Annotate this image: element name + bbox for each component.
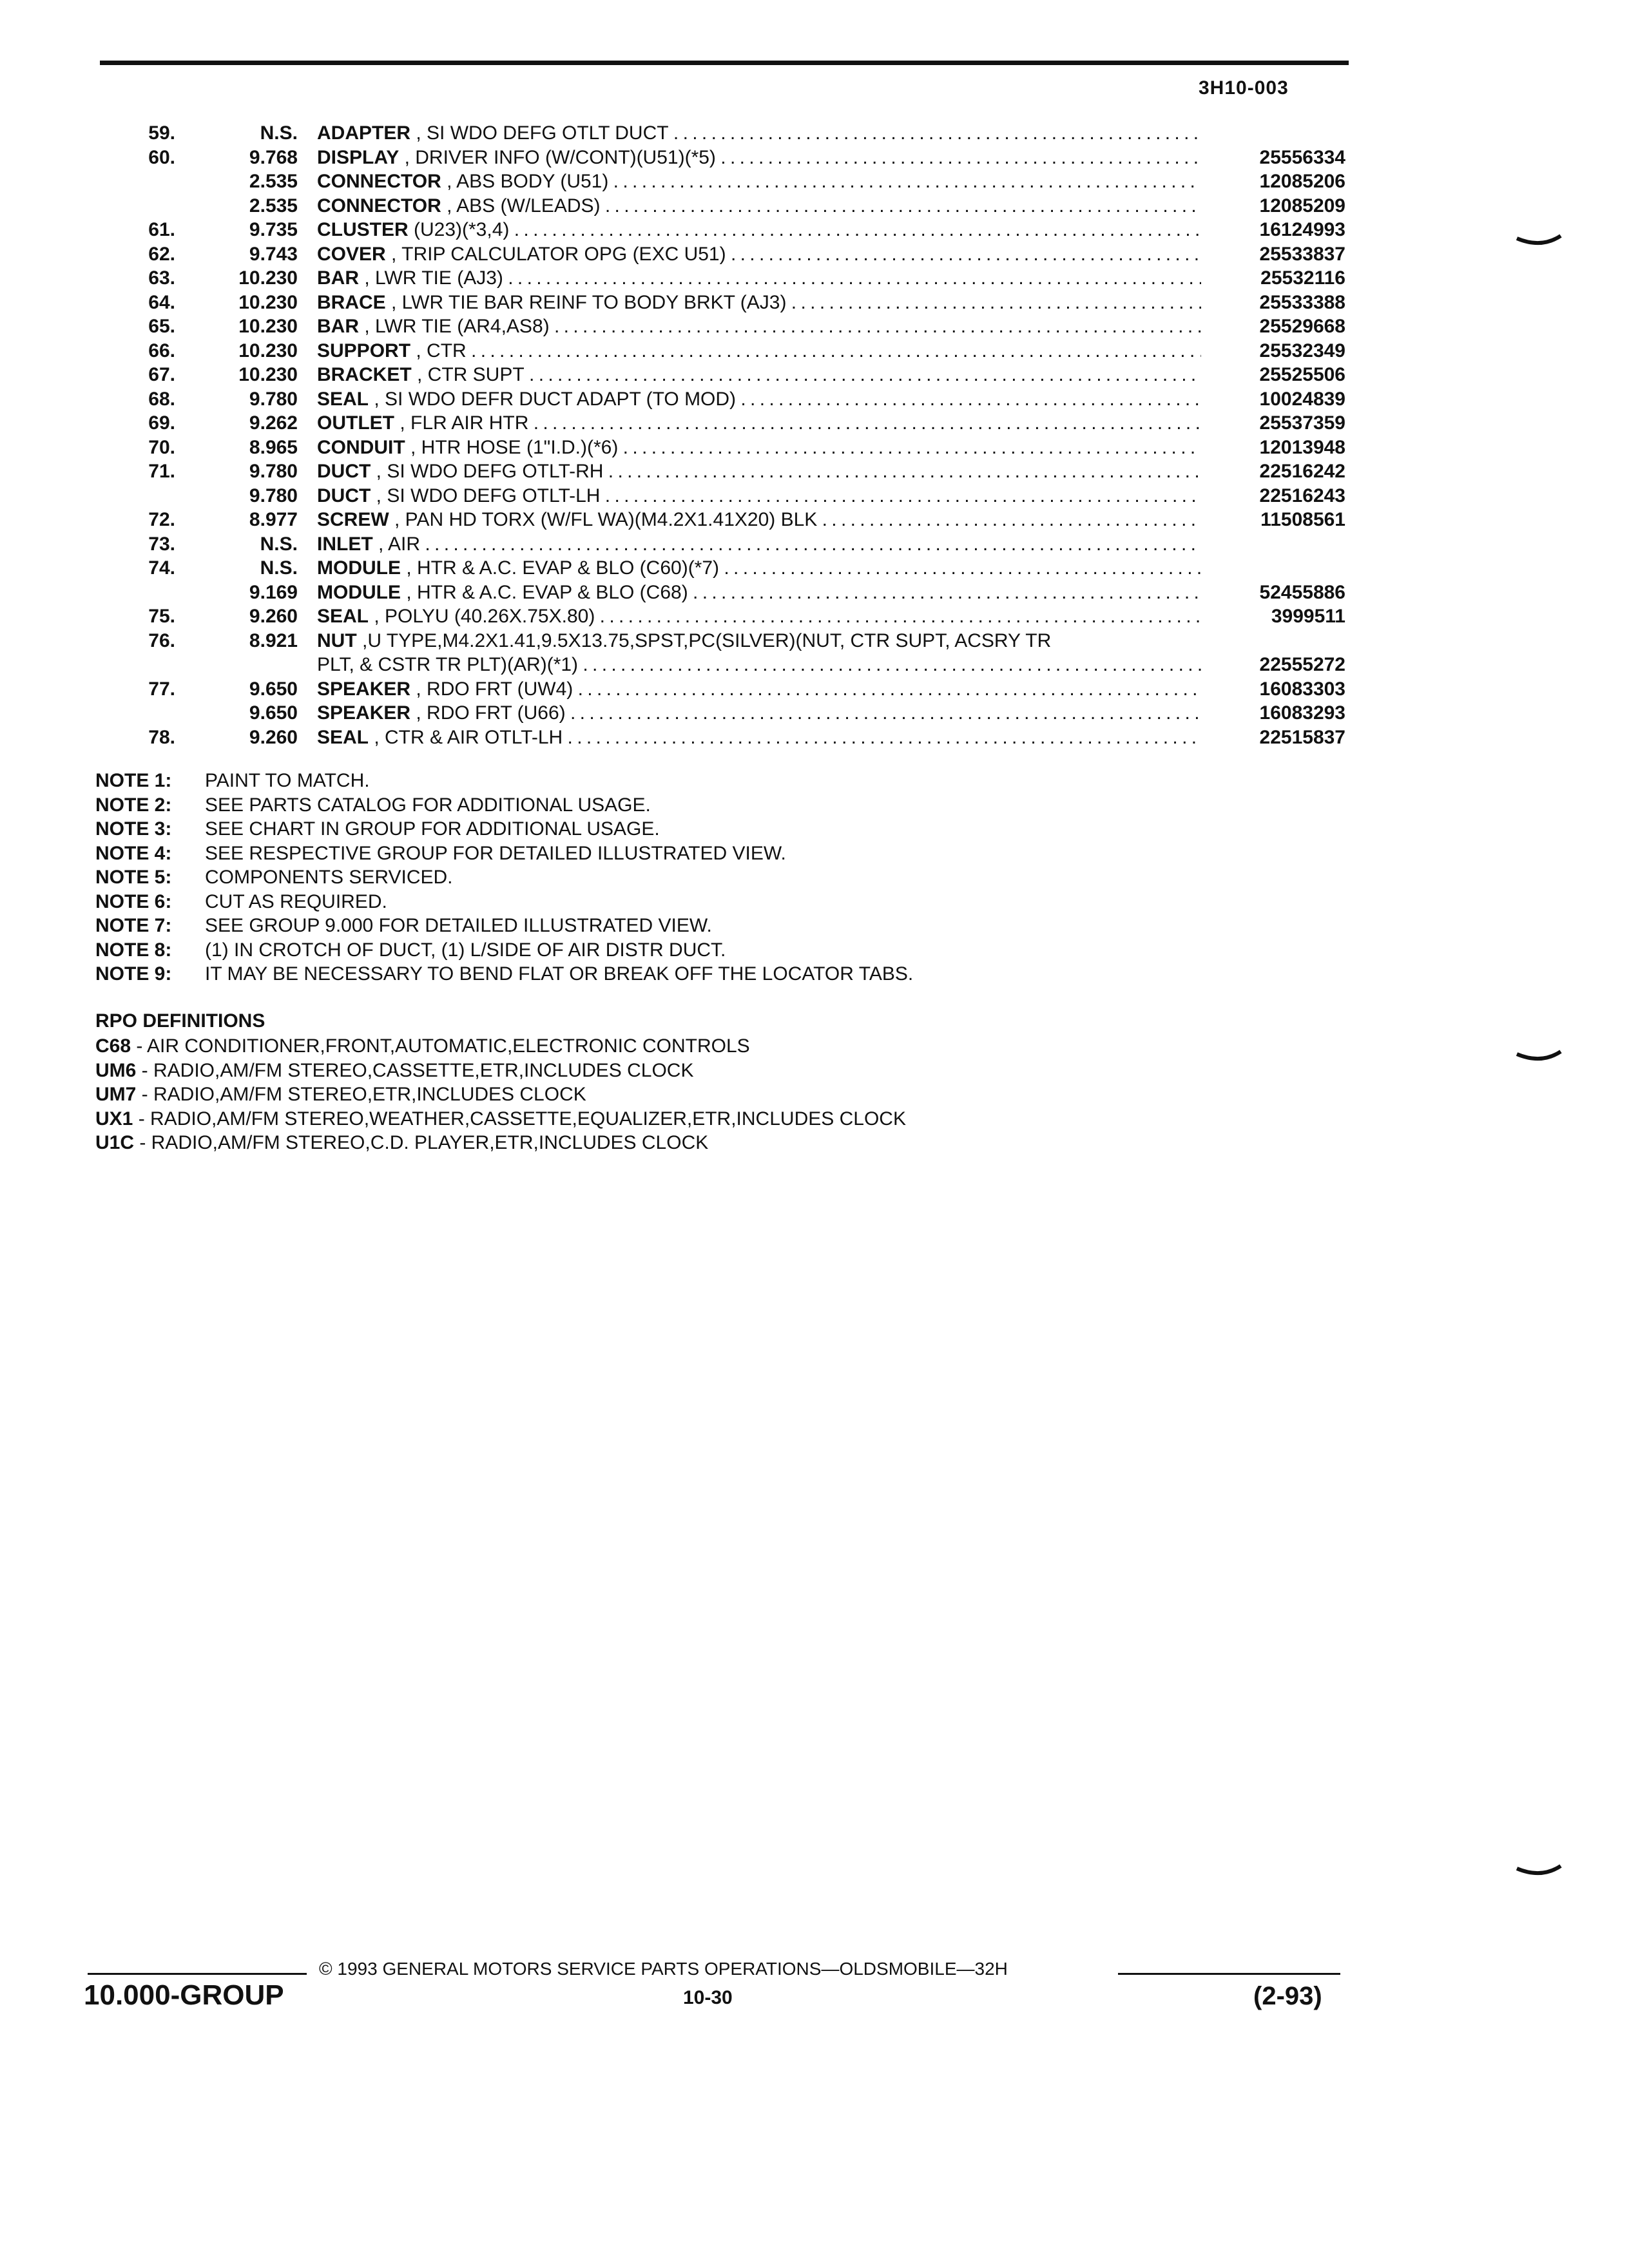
group-number: 9.650 xyxy=(249,702,298,724)
group-number: 8.977 xyxy=(249,509,298,530)
part-row xyxy=(0,387,1629,412)
part-detail: , PAN HD TORX (W/FL WA)(M4.2X1.41X20) BLK xyxy=(389,509,818,530)
part-number: 22516242 xyxy=(1259,461,1345,482)
part-row xyxy=(0,726,1629,750)
part-name: SUPPORT xyxy=(317,340,411,361)
part-description xyxy=(317,339,1201,363)
group-number: 10.230 xyxy=(238,291,298,313)
part-description xyxy=(317,677,1201,702)
part-name: MODULE xyxy=(317,557,401,579)
part-detail: , RDO FRT (UW4) xyxy=(410,678,574,700)
part-detail: , SI WDO DEFG OTLT-LH xyxy=(371,485,601,506)
rpo-code: C68 xyxy=(95,1035,131,1057)
part-number: 16083293 xyxy=(1259,702,1345,724)
part-description xyxy=(317,169,1201,194)
part-row xyxy=(0,484,1629,508)
part-row xyxy=(0,604,1629,629)
ref-number: 76. xyxy=(148,629,175,651)
part-name: CONNECTOR xyxy=(317,195,441,216)
part-number: 25556334 xyxy=(1259,146,1345,168)
part-row xyxy=(0,629,1629,653)
part-detail: , FLR AIR HTR xyxy=(394,412,529,434)
part-description xyxy=(317,653,1201,677)
footer-rule-left xyxy=(88,1973,307,1975)
part-detail: , RDO FRT (U66) xyxy=(410,702,566,724)
part-row xyxy=(0,169,1629,194)
note-label: NOTE 1: xyxy=(95,770,172,791)
group-number: 9.260 xyxy=(249,606,298,627)
part-detail: , HTR & A.C. EVAP & BLO (C60)(*7) xyxy=(401,557,720,579)
ref-number: 62. xyxy=(148,243,175,265)
group-number: N.S. xyxy=(260,533,298,555)
part-number: 12013948 xyxy=(1259,436,1345,458)
group-number: 2.535 xyxy=(249,171,298,192)
note-label: NOTE 6: xyxy=(95,890,172,912)
part-number: 25525506 xyxy=(1259,364,1345,385)
part-name: NUT xyxy=(317,629,357,651)
part-name: SEAL xyxy=(317,388,369,410)
part-number: 25532116 xyxy=(1260,267,1345,289)
ref-number: 68. xyxy=(148,388,175,410)
group-number: 9.780 xyxy=(249,461,298,482)
ref-number: 61. xyxy=(148,219,175,240)
note-text: SEE GROUP 9.000 FOR DETAILED ILLUSTRATED VIEW. xyxy=(205,915,712,936)
group-number: 9.260 xyxy=(249,726,298,748)
footer-group: 10.000-GROUP xyxy=(84,1979,284,2011)
note-label: NOTE 4: xyxy=(95,842,172,864)
part-description xyxy=(317,484,1201,508)
part-row xyxy=(0,363,1629,387)
group-number: 9.768 xyxy=(249,146,298,168)
note-item xyxy=(95,890,913,914)
part-number: 16124993 xyxy=(1259,219,1345,240)
part-description xyxy=(317,121,1201,146)
part-row xyxy=(0,532,1629,557)
group-number: 9.743 xyxy=(249,243,298,265)
part-name: SPEAKER xyxy=(317,702,411,724)
top-rule xyxy=(100,61,1349,65)
footer-rule-right xyxy=(1118,1973,1340,1975)
part-name: BAR xyxy=(317,316,359,337)
part-row xyxy=(0,218,1629,242)
part-row xyxy=(0,266,1629,291)
part-row xyxy=(0,508,1629,532)
page-number: 10-30 xyxy=(683,1987,733,2008)
note-item xyxy=(95,793,913,818)
group-number: 9.169 xyxy=(249,581,298,603)
rpo-code: U1C xyxy=(95,1132,135,1153)
part-name: CLUSTER xyxy=(317,219,409,240)
ref-number: 69. xyxy=(148,412,175,434)
note-label: NOTE 2: xyxy=(95,794,172,816)
part-detail: PLT, & CSTR TR PLT)(AR)(*1) xyxy=(317,654,579,675)
footer-copyright: © 1993 GENERAL MOTORS SERVICE PARTS OPERATIONS—OLDSMOBILE—32H xyxy=(319,1959,1008,1979)
note-text: SEE PARTS CATALOG FOR ADDITIONAL USAGE. xyxy=(205,794,651,816)
part-detail: , POLYU (40.26X.75X.80) xyxy=(369,606,595,627)
binder-mark-icon xyxy=(1516,1049,1562,1068)
rpo-title: RPO DEFINITIONS xyxy=(95,1010,265,1032)
ref-number: 65. xyxy=(148,316,175,337)
part-name: BAR xyxy=(317,267,359,289)
part-row xyxy=(0,411,1629,436)
part-detail: , CTR & AIR OTLT-LH xyxy=(369,726,563,748)
part-row xyxy=(0,291,1629,315)
part-number: 52455886 xyxy=(1259,581,1345,603)
part-detail: , HTR HOSE (1"I.D.)(*6) xyxy=(405,436,619,458)
part-row xyxy=(0,194,1629,218)
part-row xyxy=(0,121,1629,146)
ref-number: 71. xyxy=(148,461,175,482)
part-number: 22515837 xyxy=(1259,726,1345,748)
rpo-item xyxy=(95,1034,906,1059)
part-detail: , HTR & A.C. EVAP & BLO (C68) xyxy=(401,581,688,603)
part-detail: , CTR xyxy=(410,340,467,361)
document-code: 3H10-003 xyxy=(1199,77,1289,99)
part-row xyxy=(0,146,1629,170)
group-number: 10.230 xyxy=(238,340,298,361)
part-description xyxy=(317,363,1201,387)
part-detail: , LWR TIE BAR REINF TO BODY BRKT (AJ3) xyxy=(385,291,787,313)
note-label: NOTE 5: xyxy=(95,867,172,888)
part-name: BRACKET xyxy=(317,364,412,385)
ref-number: 67. xyxy=(148,364,175,385)
part-detail: , TRIP CALCULATOR OPG (EXC U51) xyxy=(385,243,726,265)
ref-number: 66. xyxy=(148,340,175,361)
part-detail: , ABS BODY (U51) xyxy=(441,171,609,192)
ref-number: 78. xyxy=(148,726,175,748)
part-description xyxy=(317,314,1201,339)
part-description xyxy=(317,726,1201,750)
part-row xyxy=(0,339,1629,363)
part-name: CONDUIT xyxy=(317,436,405,458)
part-number: 3999511 xyxy=(1271,606,1345,627)
note-text: SEE CHART IN GROUP FOR ADDITIONAL USAGE. xyxy=(205,818,660,840)
rpo-text: - RADIO,AM/FM STEREO,WEATHER,CASSETTE,EQUALIZER,ETR,INCLUDES CLOCK xyxy=(133,1108,906,1129)
group-number: 9.262 xyxy=(249,412,298,434)
part-description xyxy=(317,387,1201,412)
group-number: 10.230 xyxy=(238,364,298,385)
part-name: SEAL xyxy=(317,606,369,627)
note-text: IT MAY BE NECESSARY TO BEND FLAT OR BREAK OFF THE LOCATOR TABS. xyxy=(205,963,914,985)
note-item xyxy=(95,865,913,890)
part-detail: , CTR SUPT xyxy=(411,364,525,385)
part-row xyxy=(0,459,1629,484)
group-number: 10.230 xyxy=(238,316,298,337)
rpo-item xyxy=(95,1059,906,1083)
part-row xyxy=(0,581,1629,605)
group-number: 2.535 xyxy=(249,195,298,216)
note-text: CUT AS REQUIRED. xyxy=(205,890,387,912)
part-number: 22516243 xyxy=(1259,485,1345,506)
rpo-definitions xyxy=(95,1008,906,1155)
rpo-code: UM6 xyxy=(95,1059,137,1081)
part-name: CONNECTOR xyxy=(317,171,441,192)
note-text: SEE RESPECTIVE GROUP FOR DETAILED ILLUSTRATED VIEW. xyxy=(205,842,786,864)
part-detail: , AIR xyxy=(372,533,421,555)
binder-mark-icon xyxy=(1516,233,1562,253)
part-name: ADAPTER xyxy=(317,122,411,144)
part-detail: , ABS (W/LEADS) xyxy=(441,195,601,216)
part-name: DUCT xyxy=(317,485,371,506)
part-description xyxy=(317,218,1201,242)
part-number: 11508561 xyxy=(1260,509,1345,530)
part-number: 10024839 xyxy=(1259,388,1345,410)
part-description xyxy=(317,604,1201,629)
part-number: 25529668 xyxy=(1259,316,1345,337)
part-name: DUCT xyxy=(317,461,371,482)
part-name: DISPLAY xyxy=(317,146,400,168)
group-number: 10.230 xyxy=(238,267,298,289)
rpo-code: UX1 xyxy=(95,1108,133,1129)
part-detail: , LWR TIE (AJ3) xyxy=(359,267,503,289)
part-description xyxy=(317,146,1201,170)
note-text: COMPONENTS SERVICED. xyxy=(205,867,453,888)
part-name: OUTLET xyxy=(317,412,394,434)
note-text: (1) IN CROTCH OF DUCT, (1) L/SIDE OF AIR DISTR DUCT. xyxy=(205,939,726,961)
part-description xyxy=(317,532,1201,557)
rpo-code: UM7 xyxy=(95,1084,137,1105)
note-label: NOTE 9: xyxy=(95,963,172,985)
ref-number: 70. xyxy=(148,436,175,458)
note-item xyxy=(95,914,913,938)
note-label: NOTE 7: xyxy=(95,915,172,936)
part-name: SPEAKER xyxy=(317,678,411,700)
part-detail: ,U TYPE,M4.2X1.41,9.5X13.75,SPST,PC(SILVER)(NUT, CTR SUPT, ACSRY TR xyxy=(356,629,1052,651)
part-row xyxy=(0,677,1629,702)
ref-number: 60. xyxy=(148,146,175,168)
part-number: 22555272 xyxy=(1259,654,1345,675)
notes-section xyxy=(95,769,913,986)
part-description xyxy=(317,291,1201,315)
group-number: 8.965 xyxy=(249,436,298,458)
rpo-text: - RADIO,AM/FM STEREO,CASSETTE,ETR,INCLUDES CLOCK xyxy=(136,1059,694,1081)
group-number: 9.650 xyxy=(249,678,298,700)
group-number: 9.780 xyxy=(249,388,298,410)
rpo-item xyxy=(95,1082,906,1107)
part-number: 25533837 xyxy=(1259,243,1345,265)
part-description xyxy=(317,459,1201,484)
note-label: NOTE 3: xyxy=(95,818,172,840)
part-number: 16083303 xyxy=(1259,678,1345,700)
part-description xyxy=(317,556,1201,581)
ref-number: 59. xyxy=(148,122,175,144)
part-detail: , DRIVER INFO (W/CONT)(U51)(*5) xyxy=(399,146,716,168)
rpo-text: - RADIO,AM/FM STEREO,C.D. PLAYER,ETR,INCLUDES CLOCK xyxy=(134,1132,709,1153)
note-label: NOTE 8: xyxy=(95,939,172,961)
ref-number: 64. xyxy=(148,291,175,313)
part-row xyxy=(0,314,1629,339)
part-detail: , SI WDO DEFR DUCT ADAPT (TO MOD) xyxy=(369,388,737,410)
part-row xyxy=(0,653,1629,677)
group-number: N.S. xyxy=(260,557,298,579)
part-detail: (U23)(*3,4) xyxy=(408,219,510,240)
part-name: BRACE xyxy=(317,291,386,313)
footer-date: (2-93) xyxy=(1253,1982,1322,2010)
part-name: MODULE xyxy=(317,581,401,603)
note-item xyxy=(95,769,913,793)
ref-number: 73. xyxy=(148,533,175,555)
note-text: PAINT TO MATCH. xyxy=(205,770,370,791)
part-name: INLET xyxy=(317,533,373,555)
part-detail: , SI WDO DEFG OTLT DUCT xyxy=(410,122,669,144)
part-name: COVER xyxy=(317,243,386,265)
ref-number: 63. xyxy=(148,267,175,289)
group-number: 9.780 xyxy=(249,485,298,506)
parts-list xyxy=(0,121,1629,749)
part-row xyxy=(0,242,1629,267)
part-description xyxy=(317,194,1201,218)
ref-number: 72. xyxy=(148,509,175,530)
group-number: N.S. xyxy=(260,122,298,144)
part-description xyxy=(317,701,1201,726)
part-row xyxy=(0,556,1629,581)
part-description xyxy=(317,436,1201,460)
part-name: SCREW xyxy=(317,509,389,530)
rpo-item xyxy=(95,1131,906,1155)
part-description xyxy=(317,242,1201,267)
part-description xyxy=(317,411,1201,436)
note-item xyxy=(95,962,913,986)
rpo-text: - RADIO,AM/FM STEREO,ETR,INCLUDES CLOCK xyxy=(136,1084,586,1105)
part-description xyxy=(317,581,1201,605)
part-number: 25532349 xyxy=(1259,340,1345,361)
group-number: 9.735 xyxy=(249,219,298,240)
part-description xyxy=(317,629,1201,653)
group-number: 8.921 xyxy=(249,629,298,651)
binder-mark-icon xyxy=(1516,1863,1562,1883)
part-name: SEAL xyxy=(317,726,369,748)
note-item xyxy=(95,817,913,841)
part-description xyxy=(317,508,1201,532)
ref-number: 77. xyxy=(148,678,175,700)
part-number: 25537359 xyxy=(1259,412,1345,434)
part-number: 12085206 xyxy=(1259,171,1345,192)
part-description xyxy=(317,266,1201,291)
note-item xyxy=(95,841,913,866)
part-number: 25533388 xyxy=(1259,291,1345,313)
note-item xyxy=(95,938,913,963)
part-number: 12085209 xyxy=(1259,195,1345,216)
part-detail: , LWR TIE (AR4,AS8) xyxy=(359,316,550,337)
rpo-item xyxy=(95,1107,906,1131)
part-detail: , SI WDO DEFG OTLT-RH xyxy=(371,461,604,482)
part-row xyxy=(0,701,1629,726)
ref-number: 75. xyxy=(148,606,175,627)
rpo-text: - AIR CONDITIONER,FRONT,AUTOMATIC,ELECTRONIC CONTROLS xyxy=(131,1035,750,1057)
part-row xyxy=(0,436,1629,460)
ref-number: 74. xyxy=(148,557,175,579)
